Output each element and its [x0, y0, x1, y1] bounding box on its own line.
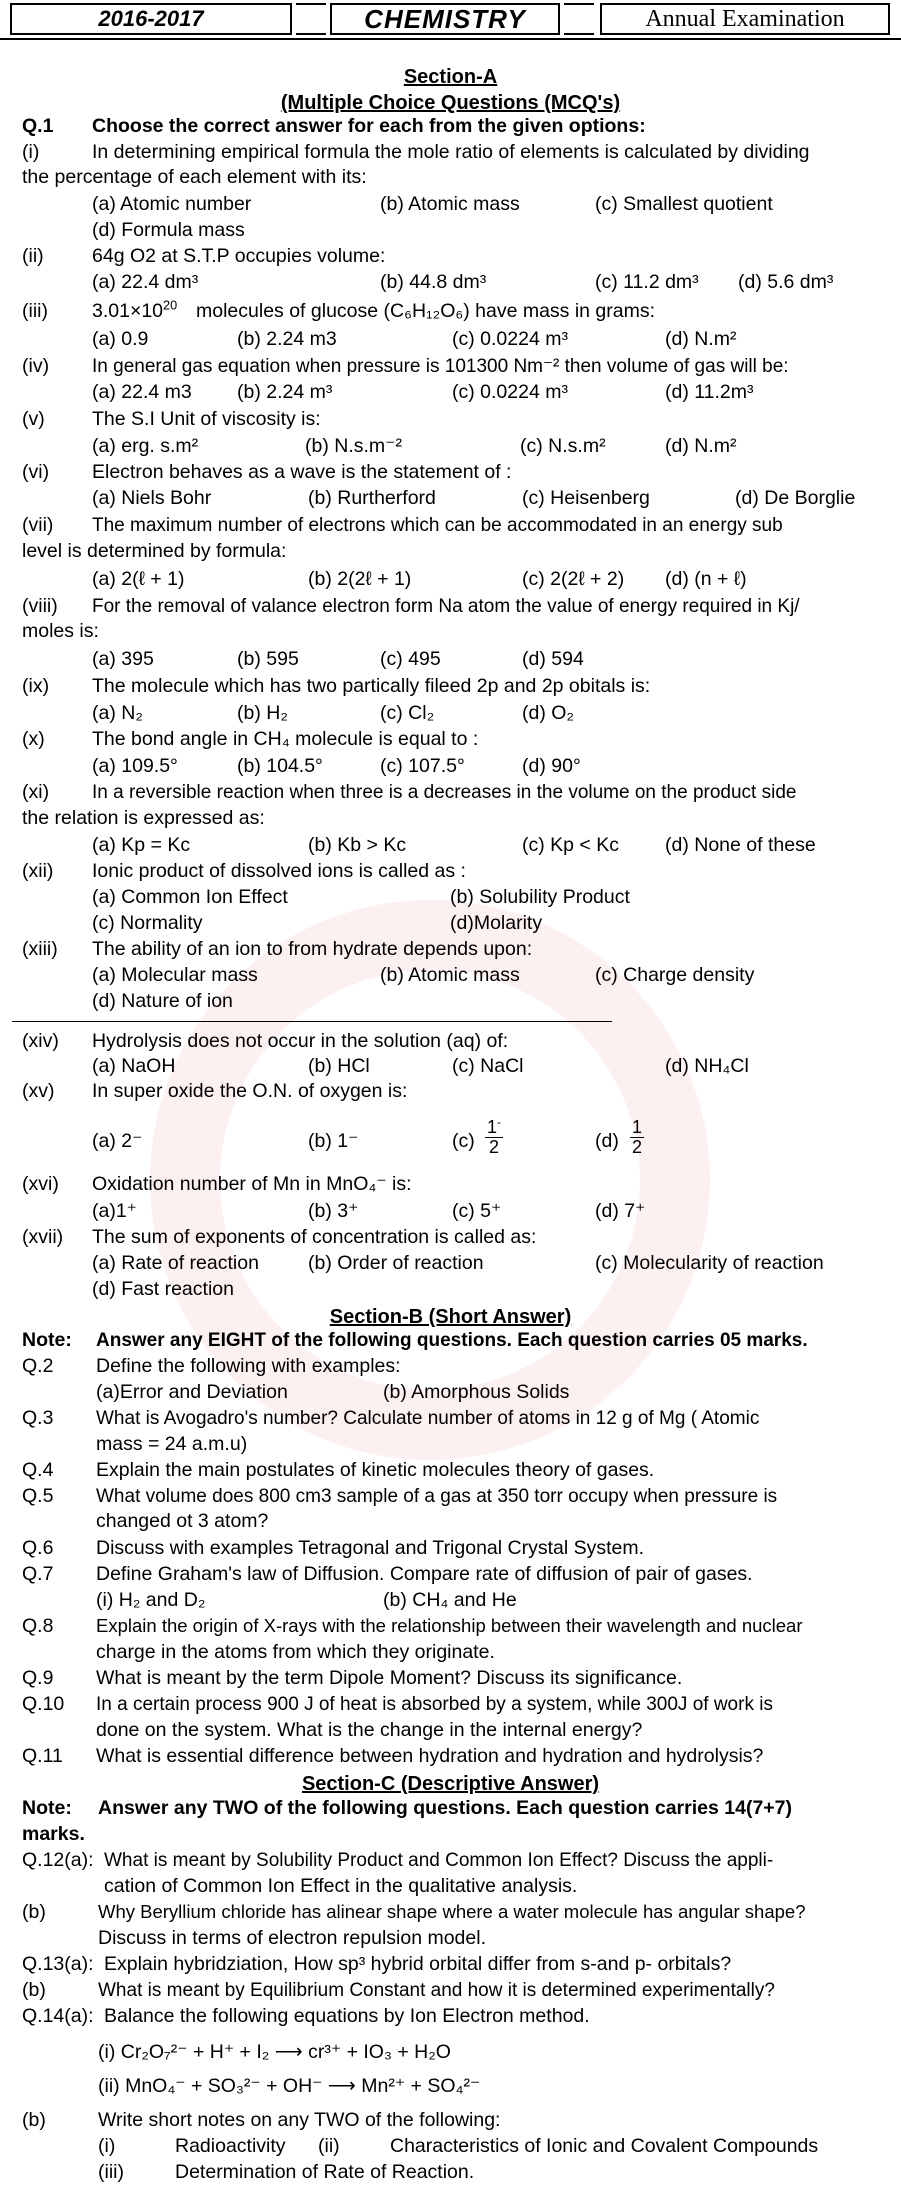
- option-c: (c) Normality: [92, 912, 203, 934]
- option-c: (c) N.s.m²: [520, 435, 606, 457]
- option-c: (c) Charge density: [595, 964, 755, 986]
- question-text: Explain the main postulates of kinetic molecules theory of gases.: [96, 1459, 655, 1481]
- option-b: (b) 2.24 m³: [237, 381, 333, 403]
- question-text-cont: Discuss in terms of electron repulsion model.: [98, 1927, 486, 1949]
- question-number: Q.5: [22, 1485, 54, 1507]
- option-c: (c) NaCl: [452, 1055, 524, 1077]
- option-d: (d) None of these: [665, 834, 816, 856]
- option-c: (c) Heisenberg: [522, 487, 650, 509]
- section-c-note: Answer any TWO of the following questions. Each question carries 14(7+7): [98, 1797, 793, 1819]
- option-a: (a) Common Ion Effect: [92, 886, 288, 908]
- header-divider: [296, 3, 326, 35]
- question-text: 64g O2 at S.T.P occupies volume:: [92, 245, 386, 267]
- option-d: (d) Formula mass: [92, 219, 245, 241]
- exam-year: 2016-2017: [10, 3, 292, 35]
- question-number: Q.10: [22, 1693, 65, 1715]
- question-number: (b): [22, 2109, 46, 2131]
- option-d: (d) Nature of ion: [92, 990, 233, 1012]
- question-text: In a reversible reaction when three is a decreases in the volume on the product side: [92, 782, 797, 803]
- question-text: What volume does 800 cm3 sample of a gas at 350 torr occupy when pressure is: [96, 1486, 778, 1507]
- question-number: Q.11: [22, 1745, 63, 1767]
- option-c: (c) 5⁺: [452, 1200, 502, 1222]
- option-c: (c) 107.5°: [380, 755, 465, 777]
- question-number: (vi): [22, 461, 50, 483]
- option-a: (a) Atomic number: [92, 193, 252, 215]
- question-text: Hydrolysis does not occur in the solution (aq) of:: [92, 1030, 509, 1052]
- question-part-a: (a)Error and Deviation: [96, 1381, 288, 1403]
- option-b: (b) Kb > Kc: [308, 834, 407, 856]
- glucose-quantity: $3.01\times 10^{20}$: [92, 298, 178, 322]
- section-b-title: Section-B (Short Answer): [329, 1306, 572, 1328]
- question-part-b: (b) CH₄ and He: [383, 1589, 517, 1611]
- question-number: (xi): [22, 781, 50, 803]
- header-rule: [0, 38, 901, 40]
- option-d: (d) Fast reaction: [92, 1278, 234, 1300]
- option-d: (d) 11.2m³: [665, 381, 754, 403]
- option-d: (d) 5.6 dm³: [738, 271, 834, 293]
- option-b: (b) 44.8 dm³: [380, 271, 487, 293]
- option-d: (d) NH₄Cl: [665, 1055, 749, 1077]
- option-a: (a) Molecular mass: [92, 964, 258, 986]
- note-label: Note:: [22, 1329, 72, 1351]
- question-text: What is essential difference between hydration and hydration and hydrolysis?: [96, 1745, 764, 1767]
- question-number: (ii): [22, 245, 44, 267]
- option-d: (d) 594: [522, 648, 584, 670]
- option-a: (a) 0.9: [92, 328, 149, 350]
- section-a-title: Section-A: [403, 66, 498, 88]
- option-b: (b) 2(2ℓ + 1): [308, 568, 412, 590]
- question-number: (xv): [22, 1080, 55, 1102]
- option-b: (b) 104.5°: [237, 755, 323, 777]
- question-number: (b): [22, 1901, 46, 1923]
- question-text-cont: charge in the atoms from which they originate.: [96, 1641, 495, 1663]
- divider-line: [12, 1021, 612, 1022]
- question-text: What is Avogadro's number? Calculate number of atoms in 12 g of Mg ( Atomic: [96, 1408, 760, 1429]
- question-text: molecules of glucose (C₆H₁₂O₆) have mass in grams:: [196, 300, 656, 322]
- question-number: Q.8: [22, 1615, 54, 1637]
- option-c: (c) Molecularity of reaction: [595, 1252, 824, 1274]
- question-part-a: (i) H₂ and D₂: [96, 1589, 206, 1611]
- question-text: The sum of exponents of concentration is called as:: [92, 1226, 537, 1248]
- option-a: (a) 2(ℓ + 1): [92, 568, 185, 590]
- q1-label: Q.1: [22, 115, 54, 137]
- section-c-note-cont: marks.: [22, 1823, 85, 1845]
- option-a: (a) 395: [92, 648, 154, 670]
- question-text-cont: level is determined by formula:: [22, 540, 287, 562]
- section-b-note: Answer any EIGHT of the following questions. Each question carries 05 marks.: [96, 1330, 808, 1351]
- option-d: (d): [595, 1130, 619, 1152]
- question-text: Oxidation number of Mn in MnO₄⁻ is:: [92, 1173, 412, 1195]
- option-d: (d) 90°: [522, 755, 581, 777]
- question-text: The molecule which has two partically fileed 2p and 2p obitals is:: [92, 675, 651, 697]
- question-number: (i): [22, 141, 40, 163]
- exam-type: Annual Examination: [600, 3, 890, 35]
- option-b: (b) Atomic mass: [380, 964, 520, 986]
- question-text: Define the following with examples:: [96, 1355, 401, 1377]
- option-a: (a) Rate of reaction: [92, 1252, 259, 1274]
- question-text-cont: the percentage of each element with its:: [22, 166, 367, 188]
- question-text: The ability of an ion to from hydrate depends upon:: [92, 938, 533, 960]
- header-divider: [564, 3, 594, 35]
- question-text-cont: the relation is expressed as:: [22, 807, 265, 829]
- question-text-cont: mass = 24 a.m.u): [96, 1433, 248, 1455]
- question-number: (xiv): [22, 1030, 59, 1052]
- question-number: (xiii): [22, 938, 58, 960]
- option-c: (c) 495: [380, 648, 441, 670]
- question-number: (iii): [22, 300, 48, 322]
- option-c: (c) 2(2ℓ + 2): [522, 568, 625, 590]
- question-text: The S.I Unit of viscosity is:: [92, 408, 321, 430]
- option-a: (a) 22.4 m3: [92, 381, 192, 403]
- question-number: (v): [22, 408, 45, 430]
- option-c: (c) Smallest quotient: [595, 193, 773, 215]
- question-text: Discuss with examples Tetragonal and Trigonal Crystal System.: [96, 1537, 645, 1559]
- question-text-cont: moles is:: [22, 620, 99, 642]
- option-b: (b) 1⁻: [308, 1130, 359, 1152]
- question-text: Write short notes on any TWO of the following:: [98, 2109, 501, 2131]
- option-d: (d) O₂: [522, 702, 574, 724]
- option-a: (a) Kp = Kc: [92, 834, 191, 856]
- option-a: (a) 109.5°: [92, 755, 178, 777]
- option-c: (c) Cl₂: [380, 702, 435, 724]
- option-b: (b) H₂: [237, 702, 288, 724]
- question-part-b: (b) Amorphous Solids: [383, 1381, 570, 1403]
- q1-instruction: Choose the correct answer for each from the given options:: [92, 115, 646, 137]
- question-number: (ix): [22, 675, 50, 697]
- question-number: (viii): [22, 595, 58, 617]
- question-text: What is meant by Equilibrium Constant and how it is determined experimentally?: [98, 1980, 775, 2001]
- note-number: (ii): [318, 2135, 340, 2157]
- option-a: (a) erg. s.m²: [92, 435, 199, 457]
- question-number: Q.2: [22, 1355, 54, 1377]
- question-number: Q.14(a):: [22, 2005, 94, 2027]
- option-c: (c) 0.0224 m³: [452, 381, 568, 403]
- option-d-fraction: $\frac{1}{2}$: [632, 1117, 643, 1157]
- exam-subject: CHEMISTRY: [330, 3, 560, 35]
- option-c: (c) 11.2 dm³: [595, 271, 699, 293]
- question-text-cont: changed ot 3 atom?: [96, 1510, 269, 1532]
- option-b: (b) 2.24 m3: [237, 328, 337, 350]
- option-b: (b) N.s.m⁻²: [305, 435, 402, 457]
- option-a: (a) Niels Bohr: [92, 487, 212, 509]
- question-number: Q.3: [22, 1407, 54, 1429]
- option-b: (b) 3⁺: [308, 1200, 359, 1222]
- question-text: Explain the origin of X-rays with the relationship between their wavelength and nuclear: [96, 1615, 803, 1636]
- option-b: (b) HCl: [308, 1055, 370, 1077]
- option-c: (c) 0.0224 m³: [452, 328, 568, 350]
- section-a-subtitle: (Multiple Choice Questions (MCQ's): [280, 92, 621, 114]
- option-d: (d) N.m²: [665, 328, 737, 350]
- option-d: (d) De Borglie: [735, 487, 856, 509]
- question-text: In super oxide the O.N. of oxygen is:: [92, 1080, 408, 1102]
- option-c-fraction: $\frac{1^-}{2}$: [487, 1116, 501, 1157]
- option-d: (d)Molarity: [450, 912, 543, 934]
- question-text: Explain hybridziation, How sp³ hybrid orbital differ from s-and p- orbitals?: [104, 1953, 732, 1975]
- question-text-cont: done on the system. What is the change in the internal energy?: [96, 1719, 643, 1741]
- exam-header: [0, 0, 901, 42]
- option-b: (b) Atomic mass: [380, 193, 520, 215]
- note-number: (i): [98, 2135, 116, 2157]
- question-text: What is meant by the term Dipole Moment? Discuss its significance.: [96, 1667, 683, 1689]
- question-text: Electron behaves as a wave is the statement of :: [92, 461, 512, 483]
- option-a: (a) 22.4 dm³: [92, 271, 199, 293]
- option-c: (c) Kp < Kc: [522, 834, 619, 856]
- question-number: (b): [22, 1979, 46, 2001]
- equation-1: (i) Cr₂O₇²⁻ + H⁺ + I₂ ⟶ cr³⁺ + IO₃ + H₂O: [98, 2041, 451, 2063]
- note-number: (iii): [98, 2161, 124, 2183]
- question-number: Q.9: [22, 1667, 54, 1689]
- question-number: Q.7: [22, 1563, 54, 1585]
- question-text: The maximum number of electrons which can be accommodated in an energy sub: [92, 515, 783, 536]
- option-b: (b) Rurtherford: [308, 487, 436, 509]
- question-text: In a certain process 900 J of heat is absorbed by a system, while 300J of work is: [96, 1694, 773, 1715]
- option-c: (c): [452, 1130, 475, 1152]
- option-b: (b) Order of reaction: [308, 1252, 484, 1274]
- question-text: What is meant by Solubility Product and Common Ion Effect? Discuss the appli-: [104, 1850, 774, 1871]
- option-a: (a) N₂: [92, 702, 143, 724]
- question-number: (x): [22, 728, 45, 750]
- question-number: (xii): [22, 860, 54, 882]
- option-b: (b) Solubility Product: [450, 886, 630, 908]
- question-text: In general gas equation when pressure is 101300 Nm⁻² then volume of gas will be:: [92, 356, 789, 377]
- question-number: Q.6: [22, 1537, 54, 1559]
- question-text: The bond angle in CH₄ molecule is equal to :: [92, 728, 479, 750]
- question-text-cont: cation of Common Ion Effect in the qualitative analysis.: [104, 1875, 578, 1897]
- question-text: Why Beryllium chloride has alinear shape where a water molecule has angular shape?: [98, 1901, 806, 1922]
- question-number: (iv): [22, 355, 50, 377]
- note-topic: Determination of Rate of Reaction.: [175, 2161, 475, 2183]
- question-number: Q.13(a):: [22, 1953, 94, 1975]
- question-number: Q.12(a):: [22, 1849, 94, 1871]
- note-topic: Radioactivity: [175, 2135, 286, 2157]
- question-text: Balance the following equations by Ion Electron method.: [104, 2005, 590, 2027]
- option-a: (a) NaOH: [92, 1055, 176, 1077]
- note-label: Note:: [22, 1797, 72, 1819]
- question-text: For the removal of valance electron form Na atom the value of energy required in Kj/: [92, 596, 800, 617]
- note-topic: Characteristics of Ionic and Covalent Compounds: [390, 2135, 819, 2157]
- question-text: Define Graham's law of Diffusion. Compare rate of diffusion of pair of gases.: [96, 1563, 753, 1585]
- question-text: Ionic product of dissolved ions is called as :: [92, 860, 466, 882]
- question-number: Q.4: [22, 1459, 54, 1481]
- question-number: (xvi): [22, 1173, 59, 1195]
- question-text: In determining empirical formula the mole ratio of elements is calculated by dividing: [92, 141, 810, 163]
- question-number: (vii): [22, 514, 54, 536]
- question-number: (xvii): [22, 1226, 64, 1248]
- option-d: (d) (n + ℓ): [665, 568, 747, 590]
- equation-2: (ii) MnO₄⁻ + SO₃²⁻ + OH⁻ ⟶ Mn²⁺ + SO₄²⁻: [98, 2075, 481, 2097]
- section-c-title: Section-C (Descriptive Answer): [301, 1773, 600, 1795]
- option-d: (d) 7⁺: [595, 1200, 646, 1222]
- option-a: (a)1⁺: [92, 1200, 137, 1222]
- option-d: (d) N.m²: [665, 435, 737, 457]
- option-b: (b) 595: [237, 648, 299, 670]
- option-a: (a) 2⁻: [92, 1130, 143, 1152]
